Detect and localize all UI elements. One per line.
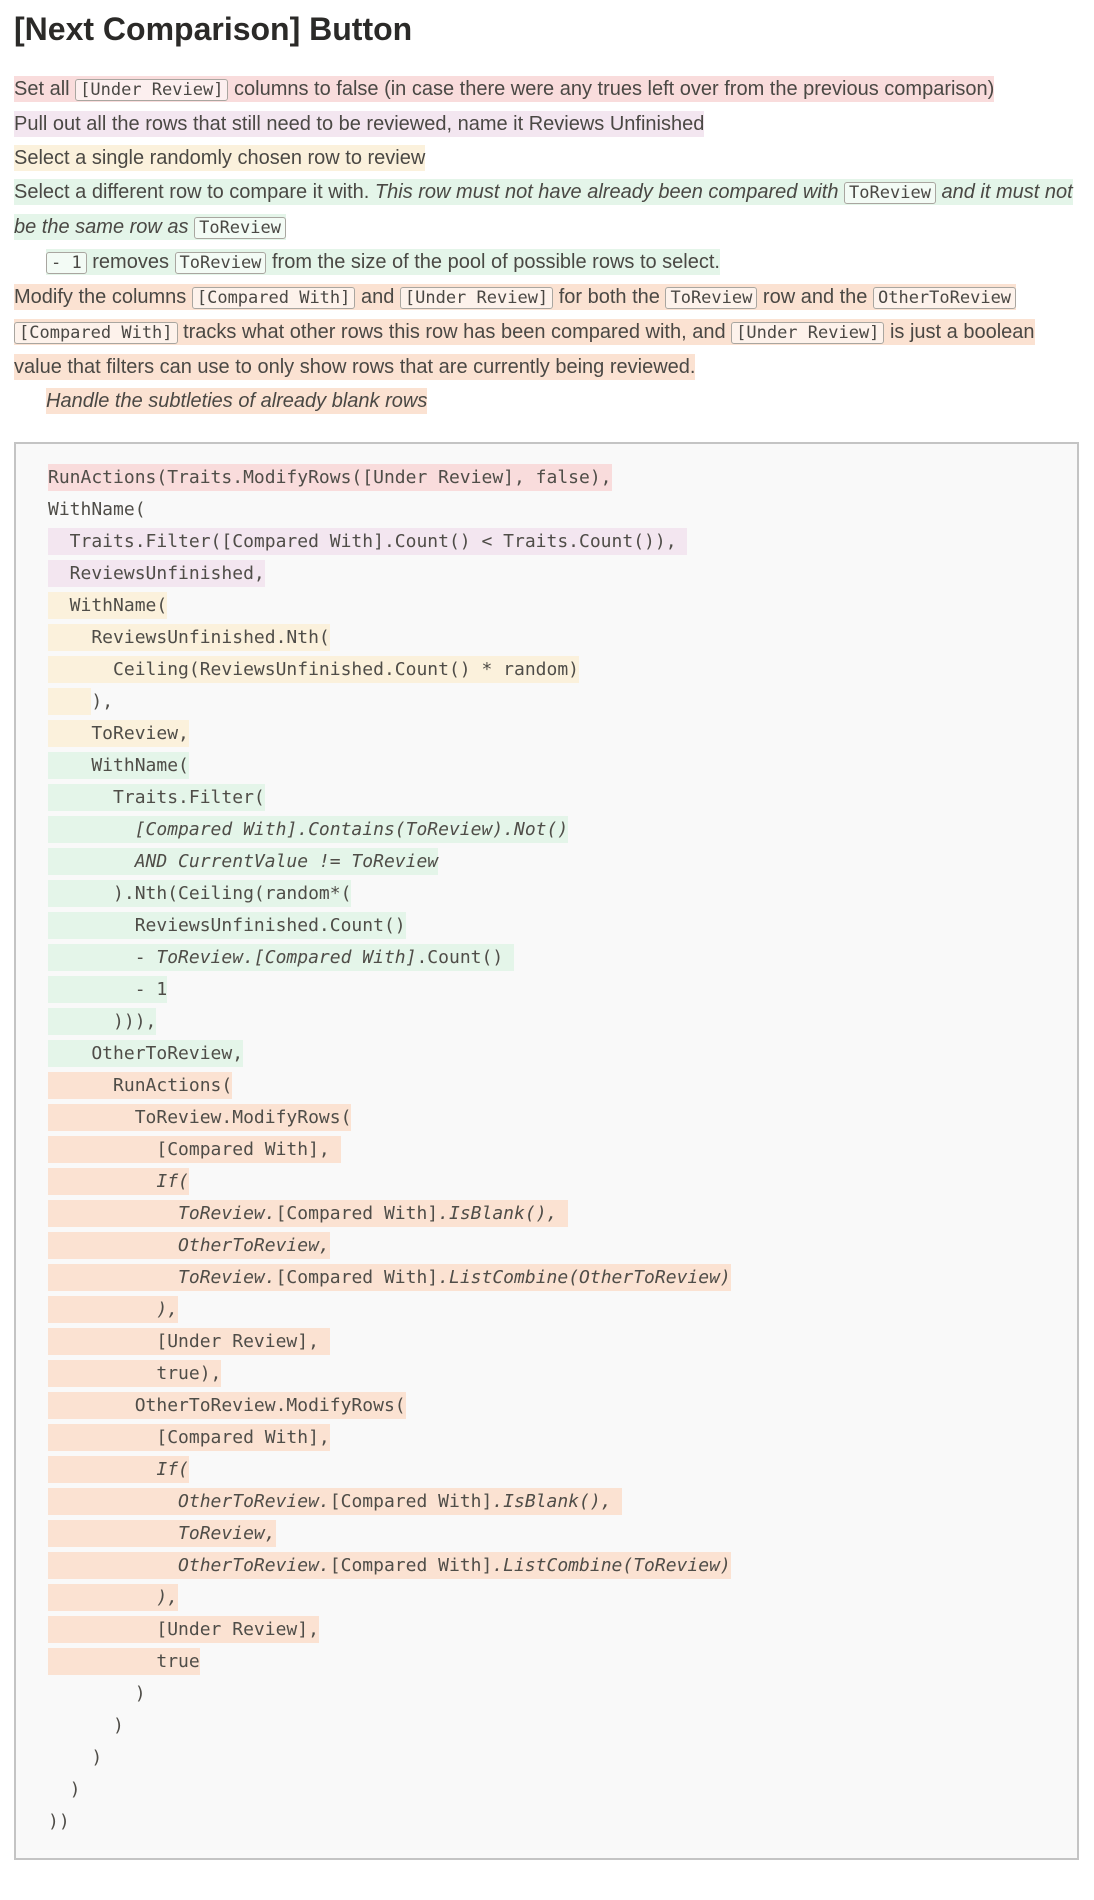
code-segment: ) (48, 1715, 124, 1737)
inline-code: [Under Review] (400, 287, 553, 309)
code-line (48, 1550, 1077, 1582)
code-line (48, 814, 1077, 846)
code-segment: ToReview. (178, 1200, 276, 1227)
inline-code: ToReview (175, 252, 267, 274)
code-segment (612, 1488, 623, 1515)
code-segment: WithName( (48, 499, 146, 521)
code-segment (48, 1520, 178, 1547)
code-line (48, 974, 1077, 1006)
note-minus-one (14, 245, 1080, 280)
code-line (48, 750, 1077, 782)
code-line (48, 910, 1077, 942)
inline-code: [Compared With] (14, 322, 178, 344)
code-segment: [Compared With], (48, 1424, 330, 1451)
code-segment: Traits.Filter([Compared With].Count() < Traits.Count()), (48, 528, 687, 555)
code-segment: ToReview.[Compared With] (156, 944, 416, 971)
code-segment: If( (156, 1168, 189, 1195)
code-segment: OtherToReview.ModifyRows( (48, 1392, 406, 1419)
code-segment: - 1 (48, 976, 167, 1003)
code-line (48, 1134, 1077, 1166)
inline-code: ToReview (665, 287, 757, 309)
code-segment: ReviewsUnfinished.Nth( (48, 624, 330, 651)
code-segment: ), (91, 691, 114, 713)
code-line (48, 1006, 1077, 1038)
code-segment (48, 1200, 178, 1227)
note-modify-columns (14, 280, 1080, 384)
note-reset-under-review (14, 72, 1080, 107)
code-line (48, 1774, 1077, 1806)
code-segment: ) (48, 1747, 103, 1769)
note-select-random (14, 141, 1080, 175)
code-segment: RunActions( (48, 1072, 232, 1099)
code-segment: [Compared With], (48, 1136, 341, 1163)
code-line (48, 1710, 1077, 1742)
code-line (48, 494, 1077, 526)
code-segment: ), (156, 1584, 178, 1611)
code-segment: ToReview, (178, 1520, 276, 1547)
note-text: Set all (14, 78, 76, 101)
code-segment: ) (48, 1683, 146, 1705)
code-segment: .ListCombine(OtherToReview) (438, 1264, 731, 1291)
inline-code: [Compared With] (192, 287, 356, 309)
code-segment (48, 1168, 156, 1195)
code-segment: RunActions(Traits.ModifyRows([Under Review], false), (48, 464, 612, 491)
code-segment: If( (156, 1456, 189, 1483)
code-line (48, 590, 1077, 622)
notes (14, 72, 1080, 418)
code-segment: ), (156, 1296, 178, 1323)
page-title: [Next Comparison] Button (14, 11, 413, 47)
code-block[interactable] (14, 442, 1079, 1860)
inline-code: [Under Review] (731, 322, 884, 344)
note-text: Select a different row to compare it with. (14, 181, 375, 204)
code-line (48, 782, 1077, 814)
code-line (48, 1582, 1077, 1614)
note-select-different (14, 175, 1080, 245)
code-segment: [Compared With] (276, 1200, 439, 1227)
code-line (48, 1518, 1077, 1550)
code-segment (48, 1584, 156, 1611)
code-line (48, 1486, 1077, 1518)
code-segment (48, 1232, 178, 1259)
code-line (48, 1294, 1077, 1326)
code-line (48, 1262, 1077, 1294)
code-segment: ToReview. (178, 1264, 276, 1291)
note-text: Select a single randomly chosen row to review (14, 147, 426, 170)
code-line (48, 1742, 1077, 1774)
code-segment (557, 1200, 568, 1227)
code-segment: OtherToReview, (48, 1040, 243, 1067)
code-segment: .ListCombine(ToReview) (492, 1552, 730, 1579)
code-segment: [Compared With] (330, 1552, 493, 1579)
code-segment (48, 1264, 178, 1291)
inline-code: - 1 (46, 252, 87, 274)
code-segment: .IsBlank(), (492, 1488, 611, 1515)
code-segment: WithName( (48, 752, 189, 779)
inline-code: OtherToReview (873, 287, 1016, 309)
code-line (48, 878, 1077, 910)
code-line (48, 1806, 1077, 1838)
code-line (48, 1326, 1077, 1358)
code-line (48, 1678, 1077, 1710)
note-text: columns to false (in case there were any trues left over from the previous comparison) (228, 78, 995, 101)
note-text: for both the (553, 286, 666, 309)
note-text: tracks what other rows this row has been compared with, and (177, 321, 732, 344)
note-reviews-unfinished (14, 107, 1080, 141)
code-segment: )) (48, 1811, 70, 1833)
code-segment (48, 688, 91, 715)
code-line (48, 1422, 1077, 1454)
code-line (48, 1646, 1077, 1678)
code-segment (48, 1296, 156, 1323)
code-segment (48, 1488, 178, 1515)
code-segment: true), (48, 1360, 221, 1387)
code-segment: [Under Review], (48, 1328, 330, 1355)
code-segment: - (48, 944, 156, 971)
code-segment: OtherToReview. (178, 1488, 330, 1515)
code-line (48, 654, 1077, 686)
code-line (48, 1070, 1077, 1102)
code-segment: .IsBlank(), (438, 1200, 557, 1227)
code-line (48, 462, 1077, 494)
note-blank-rows (14, 384, 1080, 418)
code-line (48, 1454, 1077, 1486)
code-line (48, 1038, 1077, 1070)
code-line (48, 718, 1077, 750)
code-segment: ))), (48, 1008, 156, 1035)
code-segment: true (48, 1648, 200, 1675)
code-line (48, 846, 1077, 878)
note-text: from the size of the pool of possible rows to select. (266, 251, 720, 274)
code-segment: ReviewsUnfinished.Count() (48, 912, 406, 939)
code-line (48, 686, 1077, 718)
code-line (48, 1102, 1077, 1134)
code-segment: [Compared With] (276, 1264, 439, 1291)
code-line (48, 1198, 1077, 1230)
note-text: removes (86, 251, 175, 274)
code-segment: [Under Review], (48, 1616, 319, 1643)
code-segment: .Count() (416, 944, 514, 971)
note-text: Pull out all the rows that still need to be reviewed, name it Reviews Unfinished (14, 113, 705, 136)
code-line (48, 1614, 1077, 1646)
note-text-italic: and it must not be the same row as (14, 181, 1073, 239)
code-segment: AND CurrentValue != ToReview (48, 848, 438, 875)
inline-code: [Under Review] (75, 79, 228, 101)
code-line (48, 1230, 1077, 1262)
note-text: row and the (757, 286, 873, 309)
code-segment: ) (48, 1779, 81, 1801)
code-segment: ToReview.ModifyRows( (48, 1104, 351, 1131)
code-segment: WithName( (48, 592, 167, 619)
code-line (48, 942, 1077, 974)
note-text: Modify the columns (14, 286, 192, 309)
note-text: and (355, 286, 400, 309)
inline-code: ToReview (194, 217, 286, 239)
code-segment: ).Nth(Ceiling(random*( (48, 880, 351, 907)
note-text: is just a boolean value that filters can use to only show rows that are currently being reviewed. (14, 321, 1035, 379)
code-segment: [Compared With] (330, 1488, 493, 1515)
code-segment: OtherToReview. (178, 1552, 330, 1579)
code-segment (48, 1456, 156, 1483)
code-line (48, 1358, 1077, 1390)
inline-code: ToReview (844, 182, 936, 204)
code-line (48, 622, 1077, 654)
code-segment: Ceiling(ReviewsUnfinished.Count() * random) (48, 656, 579, 683)
note-text-italic: Handle the subtleties of already blank rows (46, 390, 428, 413)
note-text-italic: This row must not have already been compared with (374, 181, 845, 204)
code-line (48, 558, 1077, 590)
code-segment (48, 1552, 178, 1579)
code-segment: Traits.Filter( (48, 784, 265, 811)
code-line (48, 1166, 1077, 1198)
code-segment: ToReview, (48, 720, 189, 747)
code-line (48, 1390, 1077, 1422)
code-segment: [Compared With].Contains(ToReview).Not() (48, 816, 568, 843)
code-segment: ReviewsUnfinished, (48, 560, 265, 587)
code-line (48, 526, 1077, 558)
code-segment: OtherToReview, (178, 1232, 330, 1259)
